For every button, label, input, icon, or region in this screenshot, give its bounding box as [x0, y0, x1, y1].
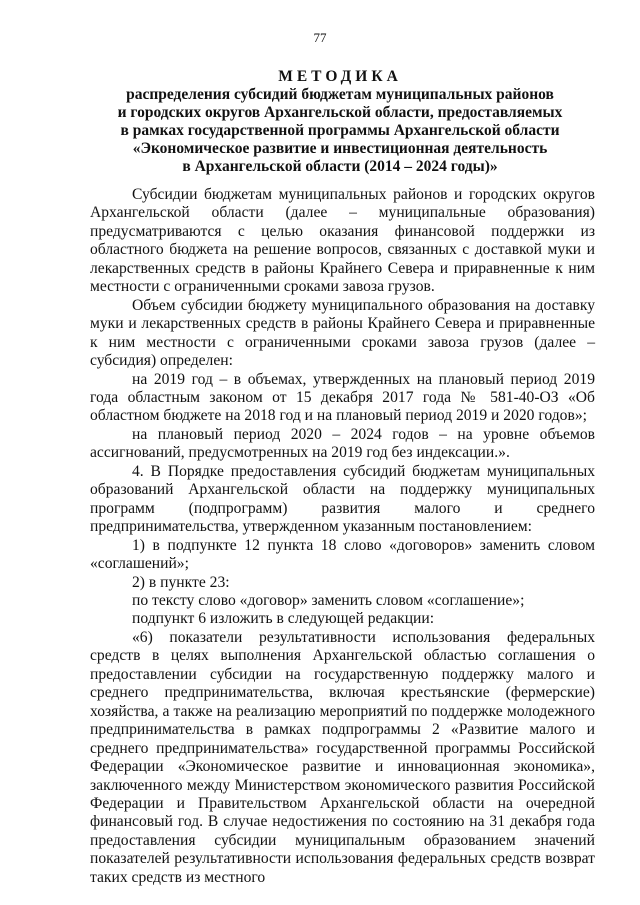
document-heading — [80, 68, 600, 176]
heading-line: распределения субсидий бюджетам муниципальных районов — [126, 86, 554, 103]
paragraph: Субсидии бюджетам муниципальных районов и городских округов Архангельской области (далее – муниципальные образования) предусматриваются с целью оказания финансовой поддержки из областного бюджета на решение вопросов, связанных с доставкой муки и лекарственных средств в районы Крайнего Севера и приравненные к ним местности с ограниченными сроками завоза грузов. — [90, 186, 595, 296]
paragraph: 1) в подпункте 12 пункта 18 слово «договоров» заменить словом «соглашений»; — [90, 536, 595, 573]
paragraph: по тексту слово «договор» заменить словом «соглашение»; — [132, 591, 525, 609]
paragraph: «6) показатели результативности использования федеральных средств в целях выполнения Архангельской областью соглашения о предоставлении субсидии на государственную поддержку малого и среднего предпринимательства, включая крестьянские (фермерские) хозяйства, а также на реализацию мероприятий по поддержке молодежного предпринимательства в рамках подпрограммы 2 «Развитие малого и среднего предпринимательства» государственной программы Российской Федерации «Экономическое развитие и инновационная экономика», заключенного между Министерством экономического развития Российской Федерации и Правительством Архангельской области на очередной финансовый год. В случае недостижения по состоянию на 31 декабря года предоставления субсидии муниципальным образованием значений показателей результативности использования федеральных средств возврат таких средств из местного — [90, 628, 595, 886]
heading-line: и городских округов Архангельской области, предоставляемых — [117, 104, 563, 121]
paragraph: Объем субсидии бюджету муниципального образования на доставку муки и лекарственных средств в районы Крайнего Севера и приравненные к ним местности с ограниченными сроками завоза грузов (далее – субсидия) определен: — [90, 296, 595, 370]
document-body — [90, 186, 595, 887]
heading-title: МЕТОДИКА — [278, 68, 402, 85]
page-number: 77 — [313, 30, 327, 45]
heading-line: «Экономическое развитие и инвестиционная деятельность — [132, 140, 548, 157]
paragraph: на плановый период 2020 – 2024 годов – на уровне объемов ассигнований, предусмотренных на 2019 год без индексации.». — [90, 425, 595, 462]
paragraph: на 2019 год – в объемах, утвержденных на плановый период 2019 года областным законом от 15 декабря 2017 года № 581-40-ОЗ «Об областном бюджете на 2018 год и на плановый период 2019 и 2020 годов»; — [90, 370, 595, 425]
heading-line: в рамках государственной программы Архангельской области — [120, 122, 560, 139]
heading-line: в Архангельской области (2014 – 2024 годы)» — [182, 158, 498, 175]
paragraph: 4. В Порядке предоставления субсидий бюджетам муниципальных образований Архангельской области на поддержку муниципальных программ (подпрограмм) развития малого и среднего предпринимательства, утвержденном указанным постановлением: — [90, 462, 595, 536]
paragraph: 2) в пункте 23: — [132, 573, 230, 591]
paragraph: подпункт 6 изложить в следующей редакции: — [132, 610, 435, 628]
